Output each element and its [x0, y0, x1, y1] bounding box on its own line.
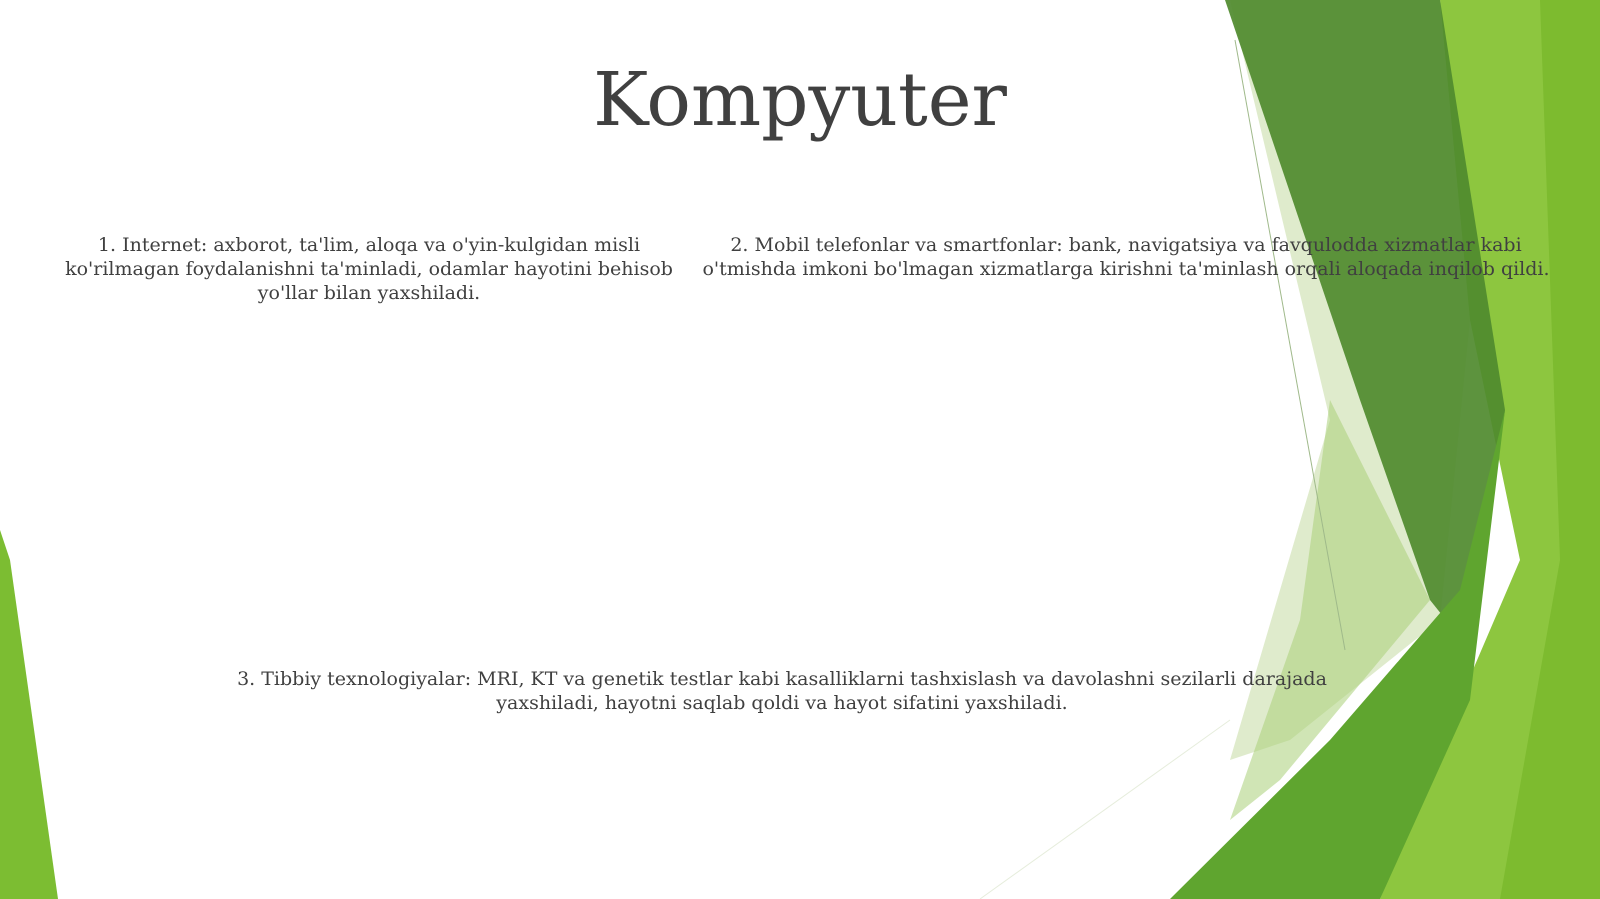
point-mobile-phones-line-1: 2. Mobil telefonlar va smartfonlar: bank, navigatsiya va favqulodda xizmatlar kabi — [730, 234, 1522, 256]
point-internet: 1. Internet: axborot, ta'lim, aloqa va o'yin-kulgidan misli ko'rilmagan foydalanishni ta'minladi, odamlar hayotini behisob yo'llar bilan yaxshiladi. — [65, 234, 673, 304]
point-mobile-phones — [696, 233, 1556, 281]
point-mobile-phones-line-2: o'tmishda imkoni bo'lmagan xizmatlarga kirishni ta'minlash orqali aloqada inqilob qildi. — [702, 258, 1550, 280]
slide-title: Kompyuter — [593, 57, 1007, 143]
thin-line-2 — [980, 720, 1230, 899]
point-medical-technology: 3. Tibbiy texnologiyalar: MRI, KT va genetik testlar kabi kasalliklarni tashxislash va davolashni sezilarli darajada yaxshiladi, hayotni saqlab qoldi va hayot sifatini yaxshiladi. — [237, 668, 1327, 714]
left-green-sliver — [0, 530, 58, 899]
